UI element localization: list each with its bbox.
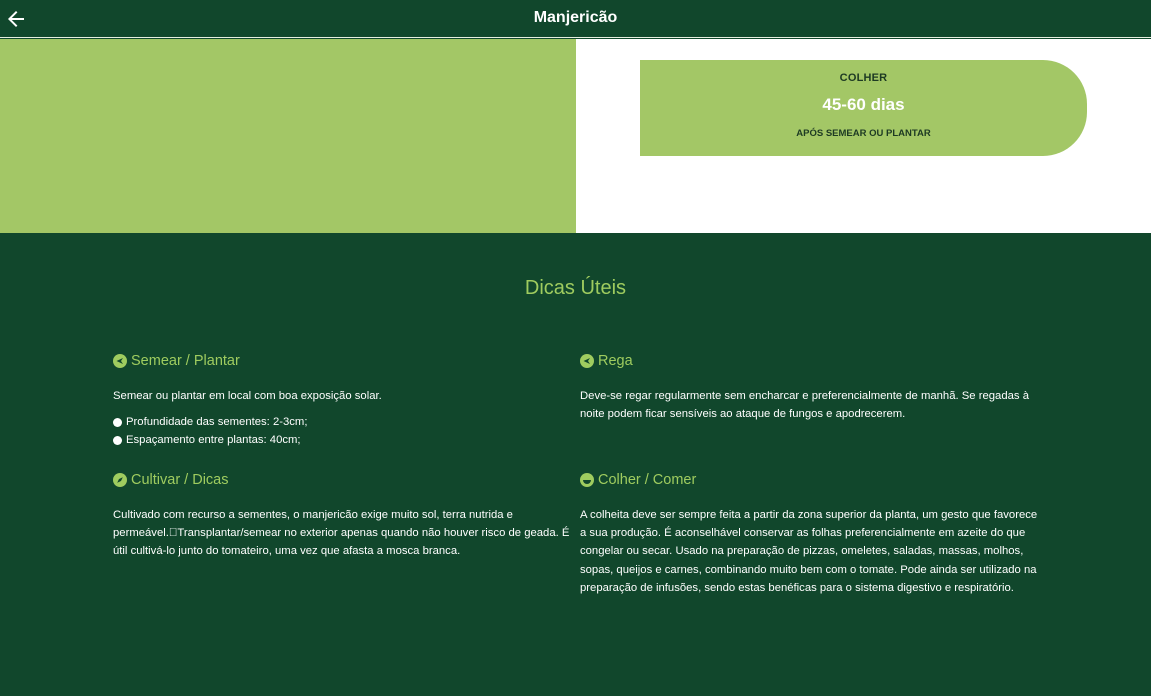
tip-grow-text: Cultivado com recurso a sementes, o manjericão exige muito sol, terra nutrida e permeável. Transplantar/semear no exterior apenas quando não houver risco de geada. É útil cultivá-lo junto do tomateiro, uma vez que afasta a mosca branca. [113, 509, 570, 558]
tip-sow [113, 352, 573, 449]
tip-sow-bullets [113, 413, 573, 449]
harvest-card [640, 60, 1087, 156]
bullet-dot-icon [113, 436, 122, 445]
page-title: Manjericão [533, 9, 618, 26]
tip-water-title: Rega [598, 353, 633, 369]
play-circle-icon [580, 354, 594, 368]
plant-image [0, 39, 576, 233]
harvest-label: COLHER [839, 72, 888, 84]
tip-grow [113, 471, 573, 561]
harvest-panel [576, 39, 1151, 233]
list-item: Profundidade das sementes: 2-3cm; [113, 413, 573, 431]
tip-grow-title: Cultivar / Dicas [131, 472, 229, 488]
tip-water-text: Deve-se regar regularmente sem encharcar e preferencialmente de manhã. Se regadas à noite podem ficar sensíveis ao ataque de fungos e apodrecerem. [580, 390, 1029, 421]
tip-harvest-text: A colheita deve ser sempre feita a partir da zona superior da planta, um gesto que favorece a sua produção. É aconselhável conservar as folhas preferencialmente em azeite do que congelar ou secar. Usado na preparação de pizzas, omeletes, saladas, massas, molhos, sopas, queijos e carnes, combinando muito bem com o tomate. Pode ainda ser utilizado na preparação de infusões, sendo estas benéficas para o sistema digestivo e respiratório. [580, 509, 1038, 594]
compass-icon [113, 473, 127, 487]
play-circle-icon [113, 354, 127, 368]
bullet-dot-icon [113, 418, 122, 427]
tip-water [580, 352, 1040, 423]
list-item: Espaçamento entre plantas: 40cm; [113, 431, 573, 449]
tip-sow-text: Semear ou plantar em local com boa exposição solar. [113, 390, 382, 402]
harvest-value: 45-60 dias [822, 95, 905, 114]
tip-harvest-title: Colher / Comer [598, 472, 697, 488]
harvest-subtitle: APÓS SEMEAR OU PLANTAR [796, 128, 931, 139]
tips-heading: Dicas Úteis [524, 277, 627, 299]
hero-section [0, 39, 1151, 233]
tip-harvest [580, 471, 1040, 597]
tip-sow-title: Semear / Plantar [131, 353, 240, 369]
top-app-bar [0, 0, 1151, 38]
bowl-icon [580, 473, 594, 487]
